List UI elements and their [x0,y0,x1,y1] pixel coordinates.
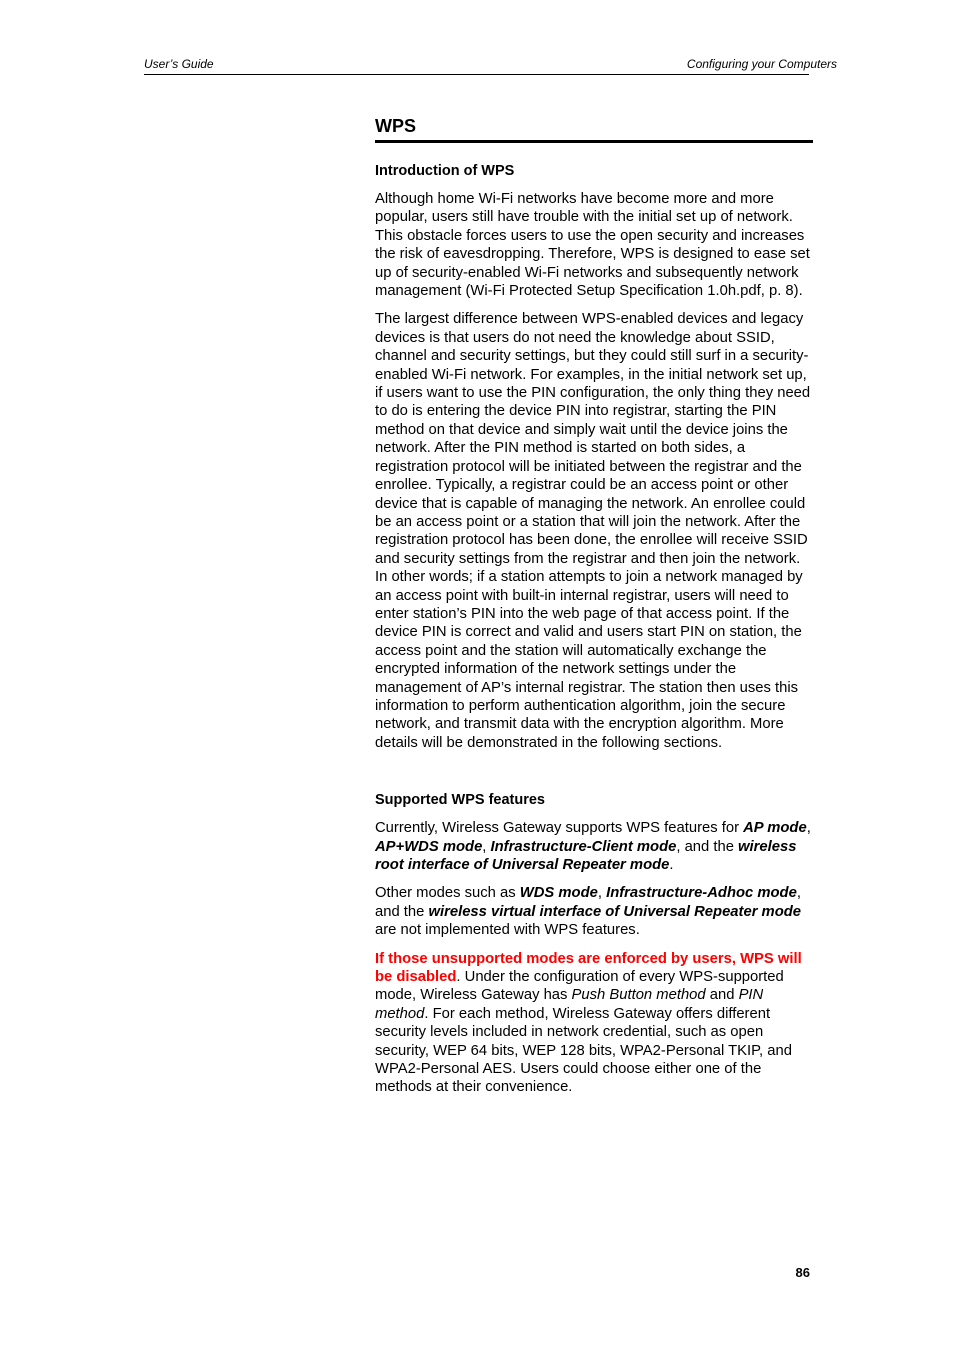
text-run: and [705,987,739,1004]
features-paragraph-1 [375,819,813,874]
text-run: Currently, Wireless Gateway supports WPS features for [375,820,744,837]
intro-heading: Introduction of WPS [375,163,515,179]
features-paragraph-2 [375,884,813,939]
intro-paragraph-1: Although home Wi-Fi networks have become more and more popular, users still have trouble with the initial set up of network. This obstacle forces users to use the open security and increases the risk of eavesdropping. Therefore, WPS is designed to ease set up of security-enabled Wi-Fi networks and subsequently network management (Wi-Fi Protected Setup Specification 1.0h.pdf, p. 8). [375,191,810,300]
text-run: , [806,820,811,837]
mode-name: wireless root interface of Universal Repeater mode [375,838,797,873]
features-paragraph-3 [375,950,813,1097]
mode-name: AP+WDS mode [375,838,483,855]
mode-name: AP mode [743,820,807,837]
text-run: , [597,885,607,902]
mode-name: Infrastructure-Adhoc mode [606,885,797,902]
features-heading: Supported WPS features [375,792,545,809]
text-run: are not implemented with WPS features. [375,922,640,939]
text-run: . Under the configuration of every WPS-supported mode, Wireless Gateway has [375,969,784,1004]
intro-paragraph-2: The largest difference between WPS-enabled devices and legacy devices is that users do not need the knowledge about SSID, channel and security settings, but they could still surf in a security-enabled Wi-Fi network. For examples, in the initial network set up, if users want to use the PIN configuration, the only thing they need to do is entering the device PIN into registrar, starting the PIN method on that device and simply wait until the device joins the network. After the PIN method is started on both sides, a registration protocol will be initiated between the registrar and the enrollee. Typically, a registrar could be an access point or other device that is capable of managing the network. An enrollee could be an access point or a station that will join the network. After the registration protocol has been done, the enrollee will receive SSID and security settings from the registrar and then join the network. In other words; if a station attempts to join a network managed by an access point with built-in internal registrar, users will need to enter station’s PIN into the web page of that access point. If the device PIN is correct and valid and users start PIN on station, the access point and the station will automatically exchange the encrypted information of the network settings under the management of AP’s internal registrar. The station then uses this information to perform authentication algorithm, join the secure network, and transmit data with the encryption algorithm. More details will be demonstrated in the following sections. [375,311,811,751]
text-run: , and the [676,838,739,855]
main-content [375,114,813,1097]
header-divider [144,74,809,75]
text-run: , and the [375,885,801,920]
mode-name: WDS mode [519,885,598,902]
header-right: Configuring your Computers [686,57,837,71]
text-run: . For each method, Wireless Gateway offers different security levels included in network credential, such as open security, WEP 64 bits, WEP 128 bits, WPA2-Personal TKIP, and WPA2-Personal AES. Users could choose either one of the methods at their convenience. [375,1005,792,1096]
header-left: User’s Guide [144,57,214,71]
method-name: PIN method [375,987,764,1022]
section-title: WPS [375,114,813,143]
mode-name: wireless virtual interface of Universal Repeater mode [428,903,802,920]
text-run: Other modes such as [375,885,520,902]
mode-name: Infrastructure-Client mode [490,838,677,855]
method-name: Push Button method [571,987,706,1004]
page-number: 86 [795,1265,810,1280]
text-run: , [482,838,491,855]
text-run: . [669,857,674,873]
warning-text: If those unsupported modes are enforced by users, WPS will be disabled [375,950,802,986]
